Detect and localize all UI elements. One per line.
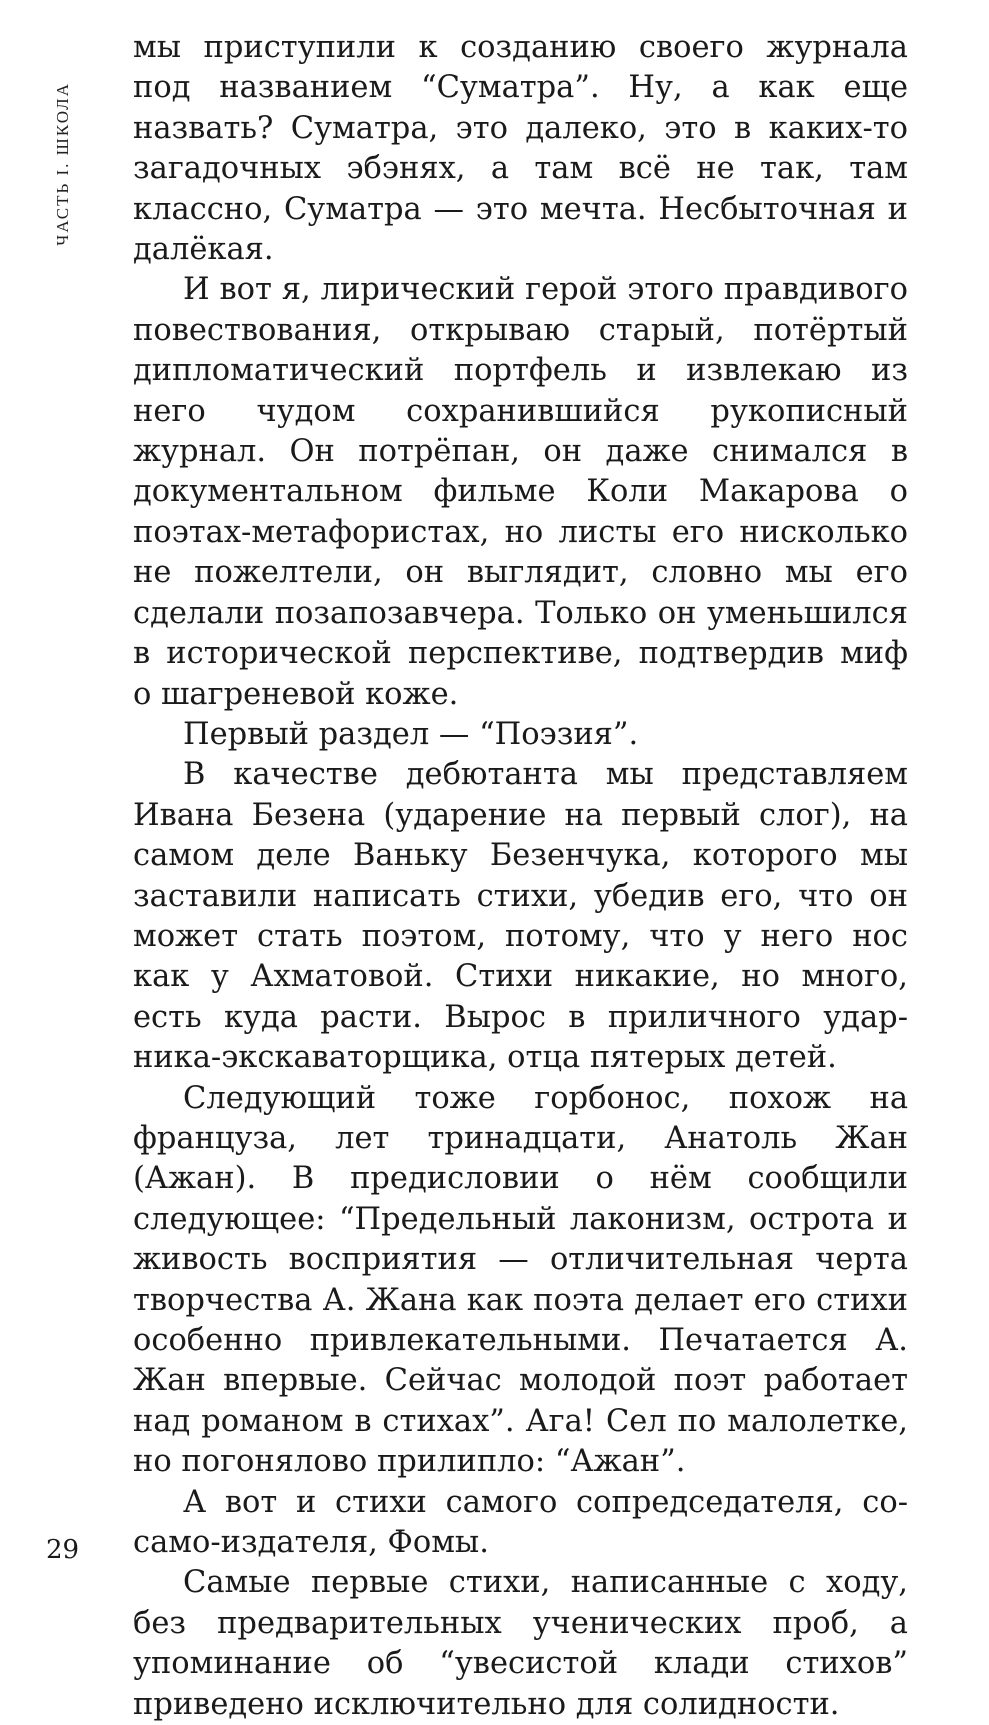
paragraph-1: мы приступили к созданию своего журнала под названием “Суматра”. Ну, а как еще назвать? Суматра, это далеко, это в каких-то загадочных эбэнях, а там всё не так, там классно, Суматра — это мечта. Несбыточная и далёкая. [133, 30, 908, 268]
paragraph-7: Самые первые стихи, написанные с ходу, без предварительных ученических проб, а упоминание об “увесистой клади стихов” приведено исключительно для солидности. [133, 1565, 908, 1722]
paragraph-4: В качестве дебютанта мы представляем Ивана Безена (ударение на первый слог), на самом деле Ваньку Безенчука, которого мы заставили написать стихи, убедив его, что он может стать поэтом, потому, что у него нос как у Ахматовой. Стихи никакие, но много, есть куда расти. Вырос в приличного ударника-экскаваторщика, отца пятерых детей. [133, 757, 908, 1076]
running-head [48, 46, 78, 246]
body-text [133, 28, 908, 1725]
paragraph-2: И вот я, лирический герой этого правдивого повествования, открываю старый, потёртый дипломатический портфель и извлекаю из него чудом сохранившийся рукописный журнал. Он потрёпан, он даже снимался в документальном фильме Коли Макарова о поэтах-метафористах, но листы его нисколько не пожелтели, он выглядит, словно мы его сделали позапозавчера. Только он уменьшился в исторической перспективе, подтвердив миф о шагреневой коже. [133, 272, 908, 712]
running-head-text: ЧАСТЬ I. ШКОЛА [53, 82, 72, 246]
paragraph-5: Следующий тоже горбонос, похож на француза, лет тринадцати, Анатоль Жан (Ажан). В предисловии о нём сообщили следующее: “Предельный лаконизм, острота и живость восприятия — отличительная черта творчества А. Жана как поэта делает его стихи особенно привлекательными. Печатается А. Жан впервые. Сейчас молодой поэт работает над романом в стихах”. Ага! Сел по малолетке, но погонялово прилипло: “Ажан”. [133, 1080, 908, 1480]
paragraph-3: Первый раздел — “Поэзия”. [183, 716, 639, 752]
paragraph-6: А вот и стихи самого сопредседателя, со-само-издателя, Фомы. [133, 1484, 908, 1561]
page-number: 29 [46, 1535, 80, 1565]
